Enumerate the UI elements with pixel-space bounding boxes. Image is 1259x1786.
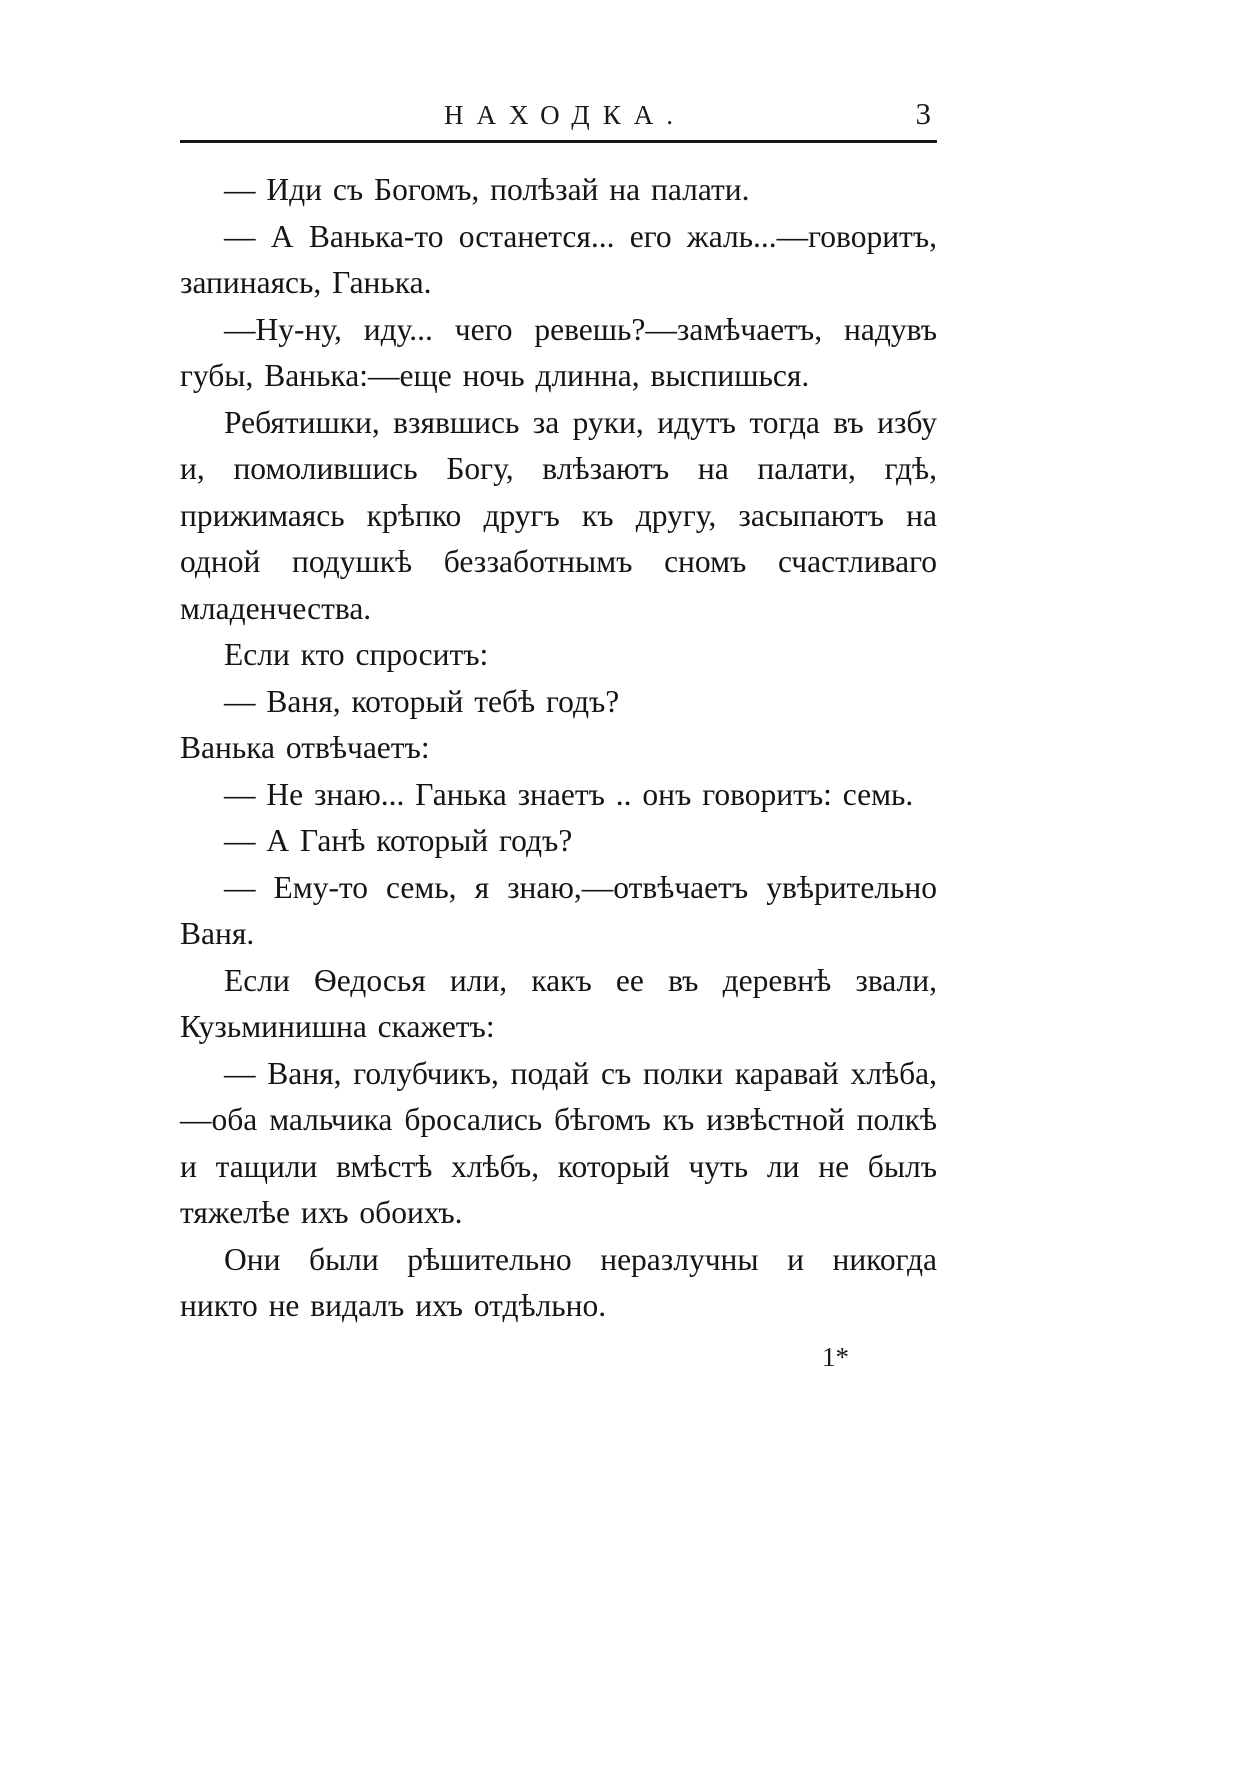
paragraph: Ванька отвѣчаетъ: <box>180 730 430 765</box>
page-body <box>180 167 937 1330</box>
paragraph: — А Ванька-то останется... его жаль...—говоритъ, запинаясь, Ганька. <box>180 218 937 300</box>
paragraph: Если кто спроситъ: <box>224 637 489 672</box>
paragraph: —Ну-ну, иду... чего ревешь?—замѣчаетъ, надувъ губы, Ванька:—еще ночь длинна, выспишься. <box>180 311 937 393</box>
paragraph: — А Ганѣ который годъ? <box>224 823 573 858</box>
paragraph: — Ваня, голубчикъ, подай съ полки каравай хлѣба,—оба мальчика бросались бѣгомъ къ извѣстной полкѣ и тащили вмѣстѣ хлѣбъ, который чуть ли не былъ тяжелѣе ихъ обоихъ. <box>180 1055 937 1230</box>
page-header <box>180 96 937 134</box>
signature-mark: 1* <box>822 1341 849 1372</box>
header-rule <box>180 140 937 143</box>
page-footer <box>180 1342 937 1373</box>
paragraph: — Иди съ Богомъ, полѣзай на палати. <box>224 172 750 207</box>
paragraph: Они были рѣшительно неразлучны и никогда никто не видалъ ихъ отдѣльно. <box>180 1241 937 1323</box>
paragraph: Если Ѳедосья или, какъ ее въ деревнѣ звали, Кузьминишна скажетъ: <box>180 962 937 1044</box>
text-column <box>180 96 937 1373</box>
paragraph: — Ему-то семь, я знаю,—отвѣчаетъ увѣрительно Ваня. <box>180 869 937 951</box>
page-number: 3 <box>915 96 931 131</box>
running-title: НАХОДКА. <box>444 100 686 130</box>
paragraph: Ребятишки, взявшись за руки, идутъ тогда въ избу и, помолившись Богу, влѣзаютъ на палати, гдѣ, прижимаясь крѣпко другъ къ другу, засыпаютъ на одной подушкѣ беззаботнымъ сномъ счастливаго младенчества. <box>180 404 937 626</box>
paragraph: — Не знаю... Ганька знаетъ .. онъ говоритъ: семь. <box>224 776 914 812</box>
paragraph: — Ваня, который тебѣ годъ? <box>224 683 620 719</box>
